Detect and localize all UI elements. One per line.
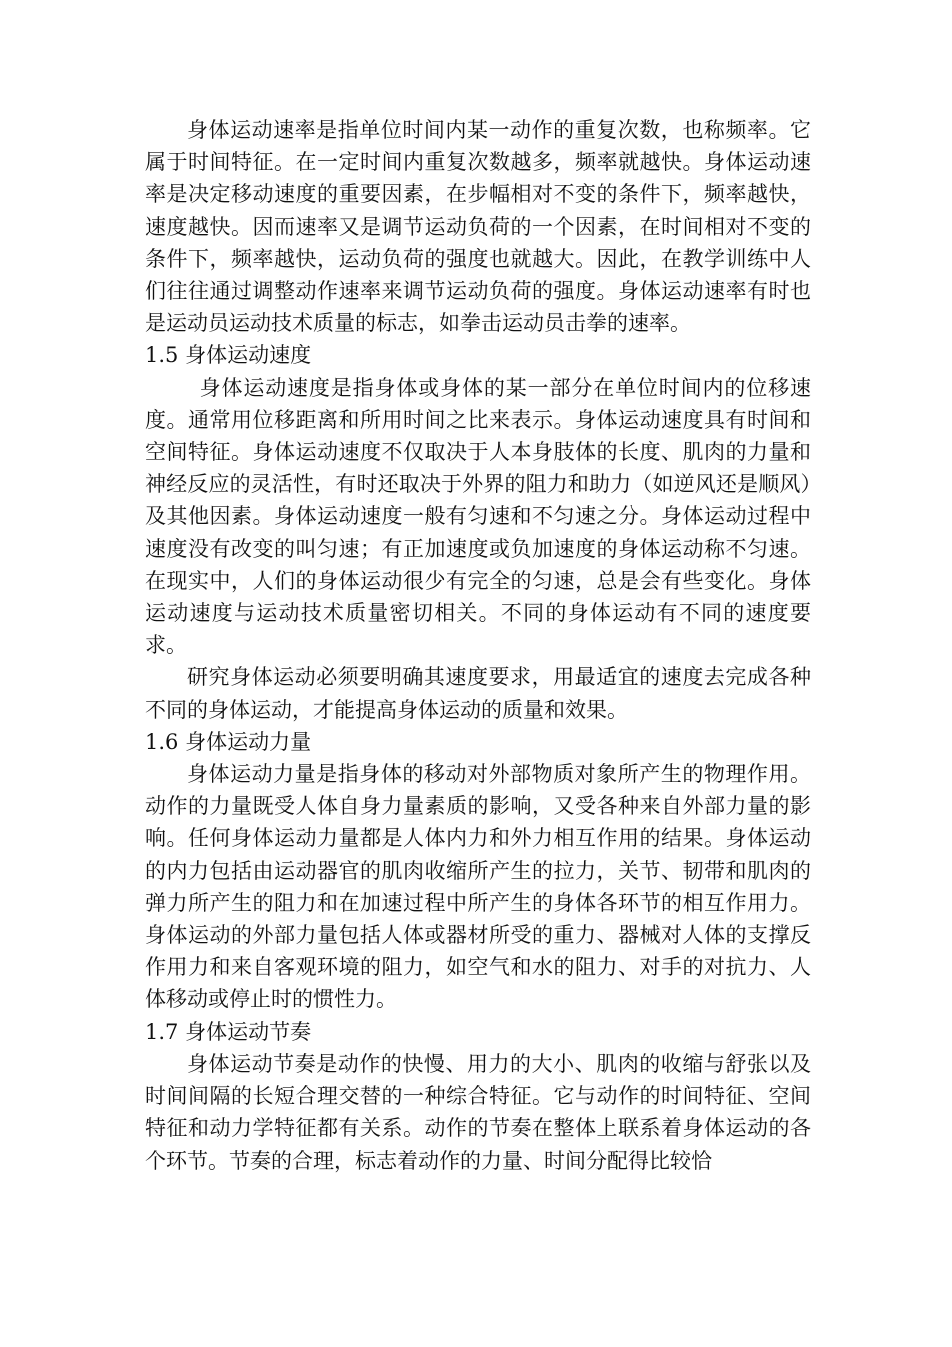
paragraph-force: 身体运动力量是指身体的移动对外部物质对象所产生的物理作用。动作的力量既受人体自身力量素质的影响，又受各种来自外部力量的影响。任何身体运动力量都是人体内力和外力相互作用的结果。身体运动的内力包括由运动器官的肌肉收缩所产生的拉力，关节、韧带和肌肉的弹力所产生的阻力和在加速过程中所产生的身体各环节的相互作用力。身体运动的外部力量包括人体或器材所受的重力、器械对人体的支撑反作用力和来自客观环境的阻力，如空气和水的阻力、对手的对抗力、人体移动或停止时的惯性力。 xyxy=(145,762,811,1012)
section-heading-1-5: 1.5 身体运动速度 xyxy=(145,343,312,368)
paragraph-rhythm: 身体运动节奏是动作的快慢、用力的大小、肌肉的收缩与舒张以及时间间隔的长短合理交替的一种综合特征。它与动作的时间特征、空间特征和动力学特征都有关系。动作的节奏在整体上联系着身体运动的各个环节。节奏的合理，标志着动作的力量、时间分配得比较恰 xyxy=(145,1051,811,1173)
section-heading-1-6: 1.6 身体运动力量 xyxy=(145,729,312,754)
section-heading-1-7: 1.7 身体运动节奏 xyxy=(145,1019,312,1044)
paragraph-speed-rate: 身体运动速率是指单位时间内某一动作的重复次数，也称频率。它属于时间特征。在一定时间内重复次数越多，频率就越快。身体运动速率是决定移动速度的重要因素，在步幅相对不变的条件下，频率越快，速度越快。因而速率又是调节运动负荷的一个因素，在时间相对不变的条件下，频率越快，运动负荷的强度也就越大。因此，在教学训练中人们往往通过调整动作速率来调节运动负荷的强度。身体运动速率有时也是运动员运动技术质量的标志，如拳击运动员击拳的速率。 xyxy=(145,118,811,336)
paragraph-velocity-research: 研究身体运动必须要明确其速度要求，用最适宜的速度去完成各种不同的身体运动，才能提高身体运动的质量和效果。 xyxy=(145,665,811,722)
document-body xyxy=(145,114,811,1177)
paragraph-velocity: 身体运动速度是指身体或身体的某一部分在单位时间内的位移速度。通常用位移距离和所用时间之比来表示。身体运动速度具有时间和空间特征。身体运动速度不仅取决于人本身肢体的长度、肌肉的力量和神经反应的灵活性，有时还取决于外界的阻力和助力（如逆风还是顺风）及其他因素。身体运动速度一般有匀速和不匀速之分。身体运动过程中速度没有改变的叫匀速；有正加速度或负加速度的身体运动称不匀速。在现实中，人们的身体运动很少有完全的匀速，总是会有些变化。身体运动速度与运动技术质量密切相关。不同的身体运动有不同的速度要求。 xyxy=(145,375,811,658)
